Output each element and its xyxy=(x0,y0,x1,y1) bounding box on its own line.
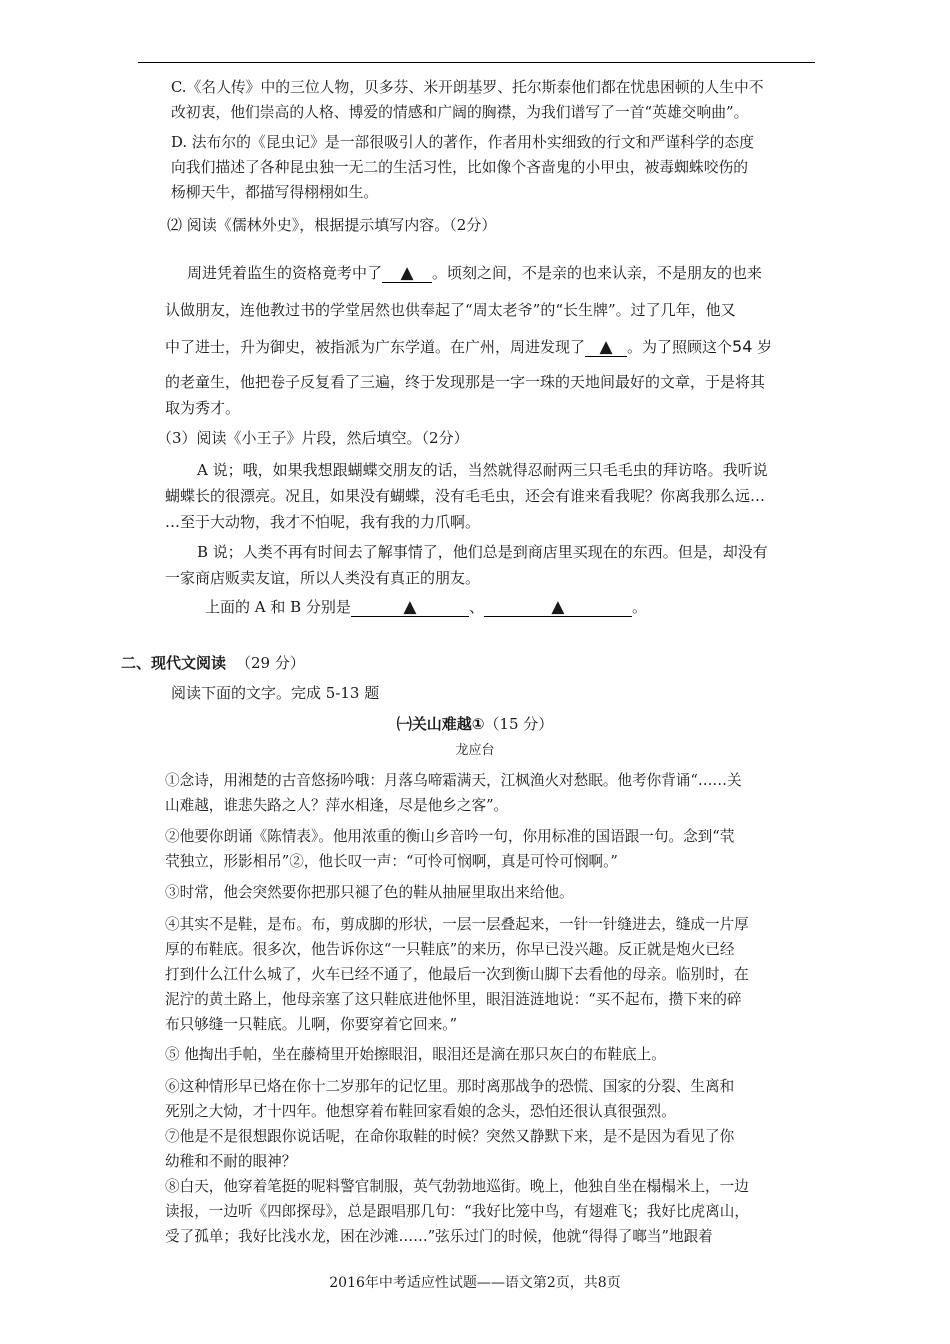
option-d-line: 杨柳天牛，都描写得栩栩如生。 xyxy=(171,184,379,201)
page-footer: 2016年中考适应性试题——语文第2页，共8页 xyxy=(329,1275,621,1291)
paragraph-line: ⑤ 他掏出手帕，坐在藤椅里开始擦眼泪，眼泪还是滴在那只灰白的布鞋底上。 xyxy=(165,1046,666,1063)
q2-passage-line: 认做朋友，连他教过书的学堂居然也供奉起了“周太老爷”的“长生牌”。过了几年，他又 xyxy=(165,301,736,319)
q3-passage-b xyxy=(165,539,768,591)
answer-blank xyxy=(351,598,469,617)
age-number: 54 xyxy=(732,337,753,356)
option-c xyxy=(171,75,764,125)
article-paragraph xyxy=(165,1124,734,1174)
q3-fill-sep: 、 xyxy=(468,598,484,616)
article-paragraph xyxy=(165,1042,666,1067)
q3-fill-line xyxy=(205,596,647,618)
article-paragraph xyxy=(165,768,742,818)
section-score: （29 分） xyxy=(236,654,305,672)
q2-text: 周进凭着监生的资格竟考中了 xyxy=(187,264,383,282)
q3-fill-end: 。 xyxy=(631,598,647,616)
paragraph-line: ⑧白天，他穿着笔挺的呢料警官制服，英气勃勃地巡街。晚上，他独自坐在榻榻米上，一边 xyxy=(165,1178,749,1195)
q3-line: A 说；哦，如果我想跟蝴蝶交朋友的话，当然就得忍耐两三只毛毛虫的拜访咯。我听说 xyxy=(197,461,768,479)
option-d-line: D. 法布尔的《昆虫记》是一部很吸引人的著作，作者用朴实细致的行文和严谨科学的态度 xyxy=(171,134,755,151)
q2-passage-line xyxy=(187,262,762,284)
paragraph-line: ⑦他是不是很想跟你说话呢，在命你取鞋的时候？突然又静默下来，是不是因为看见了你 xyxy=(165,1128,735,1145)
paragraph-line: 受了孤单；我好比浅水龙，困在沙滩……”弦乐过门的时候，他就“得得了啷当”地跟着 xyxy=(165,1228,713,1245)
triangle-marker-icon: ▲ xyxy=(551,597,565,617)
paragraph-line: ①念诗，用湘楚的古音悠扬吟哦：月落乌啼霜满天，江枫渔火对愁眠。他考你背诵“……关 xyxy=(165,772,742,789)
q3-fill-text: 上面的 A 和 B 分别是 xyxy=(205,598,351,616)
article-paragraph xyxy=(165,912,749,1037)
q2-passage-line: 的老童生，他把卷子反复看了三遍，终于发现那是一字一珠的天地间最好的文章，于是将其 xyxy=(165,373,766,391)
section-title: 二、现代文阅读 xyxy=(121,654,227,672)
q2-passage-line: 取为秀才。 xyxy=(165,399,241,417)
paragraph-line: 打到什么江什么城了，火车已经不通了，他最后一次到衡山脚下去看他的母亲。临别时，在 xyxy=(165,966,749,983)
paragraph-line: ③时常，他会突然要你把那只褪了色的鞋从抽屉里取出来给他。 xyxy=(165,884,574,901)
paragraph-line: 厚的布鞋底。很多次，他告诉你这“一只鞋底”的来历，你早已没兴趣。反正就是炮火已经 xyxy=(165,941,735,958)
q3-line: …至于大动物，我才不怕呢，我有我的力爪啊。 xyxy=(165,513,481,531)
paragraph-line: 茕独立，形影相吊”②，他长叹一声：“可怜可悯啊，真是可怜可悯啊。” xyxy=(165,853,618,870)
option-c-line: 改初衷，他们崇高的人格、博爱的情感和广阔的胸襟，为我们谱写了一首“英雄交响曲”。 xyxy=(171,104,749,121)
paragraph-line: 布只够缝一只鞋底。儿啊，你要穿着它回来。” xyxy=(165,1016,458,1033)
option-d xyxy=(171,130,754,205)
q2-text: 中了进士，升为御史，被指派为广东学道。在广州，周进发现了 xyxy=(165,338,586,356)
answer-blank xyxy=(382,264,432,283)
article-author: 龙应台 xyxy=(455,743,495,758)
q2-text: 。顷刻之间，不是亲的也来认亲，不是朋友的也来 xyxy=(432,264,763,282)
triangle-marker-icon: ▲ xyxy=(599,337,613,357)
q2-passage-line xyxy=(165,336,772,358)
triangle-marker-icon: ▲ xyxy=(403,597,417,617)
q3-line: B 说；人类不再有时间去了解事情了，他们总是到商店里买现在的东西。但是，却没有 xyxy=(197,543,768,561)
q3-passage-a xyxy=(165,457,768,535)
paragraph-line: 山难越，谁悲失路之人？萍水相逢，尽是他乡之客”。 xyxy=(165,797,509,814)
paragraph-line: 幼稚和不耐的眼神？ xyxy=(165,1153,297,1170)
q2-text: 。为了照顾这个 xyxy=(627,338,733,356)
article-title: ㈠关山难越① xyxy=(396,715,485,733)
article-paragraph xyxy=(165,824,734,874)
paragraph-line: ②他要你朗诵《陈情表》。他用浓重的衡山乡音吟一句，你用标准的国语跟一句。念到“茕 xyxy=(165,828,735,845)
answer-blank xyxy=(484,598,632,617)
article-paragraph xyxy=(165,880,574,905)
article-paragraph xyxy=(165,1074,734,1124)
q3-prompt: （3）阅读《小王子》片段，然后填空。（2分） xyxy=(157,429,469,447)
triangle-marker-icon: ▲ xyxy=(400,263,414,283)
paragraph-line: 读报，一边听《四郎探母》，总是跟唱那几句：“我好比笼中鸟，有翅难飞；我好比虎离山， xyxy=(165,1203,749,1220)
q2-prompt: ⑵ 阅读《儒林外史》，根据提示填写内容。（2分） xyxy=(167,216,497,234)
answer-blank xyxy=(585,338,627,357)
paragraph-line: 死别之大恸，才十四年。他想穿着布鞋回家看娘的念头，恐怕还很认真很强烈。 xyxy=(165,1103,676,1120)
section-instruction: 阅读下面的文字。完成 5-13 题 xyxy=(171,684,380,702)
option-d-line: 向我们描述了各种昆虫独一无二的生活习性，比如像个吝啬鬼的小甲虫，被毒蜘蛛咬伤的 xyxy=(171,159,749,176)
section-heading xyxy=(121,652,305,674)
article-score: （15 分） xyxy=(484,715,554,733)
paragraph-line: 泥泞的黄土路上，他母亲塞了这只鞋底进他怀里，眼泪涟涟地说：“买不起布，攒下来的碎 xyxy=(165,991,742,1008)
top-rule xyxy=(138,62,815,63)
article-title-line xyxy=(0,713,950,735)
paragraph-line: ⑥这种情形早已烙在你十二岁那年的记忆里。那时离那战争的恐慌、国家的分裂、生离和 xyxy=(165,1078,735,1095)
q3-line: 蝴蝶长的很漂亮。况且，如果没有蝴蝶，没有毛毛虫，还会有谁来看我呢？你离我那么远… xyxy=(165,487,766,505)
option-c-line: C.《名人传》中的三位人物，贝多芬、米开朗基罗、托尔斯泰他们都在忧患困顿的人生中不 xyxy=(171,79,764,96)
q2-text: 岁 xyxy=(752,338,773,356)
q3-line: 一家商店贩卖友谊，所以人类没有真正的朋友。 xyxy=(165,569,481,587)
article-paragraph xyxy=(165,1174,749,1249)
paragraph-line: ④其实不是鞋，是布。布，剪成脚的形状，一层一层叠起来，一针一针缝进去，缝成一片厚 xyxy=(165,916,749,933)
